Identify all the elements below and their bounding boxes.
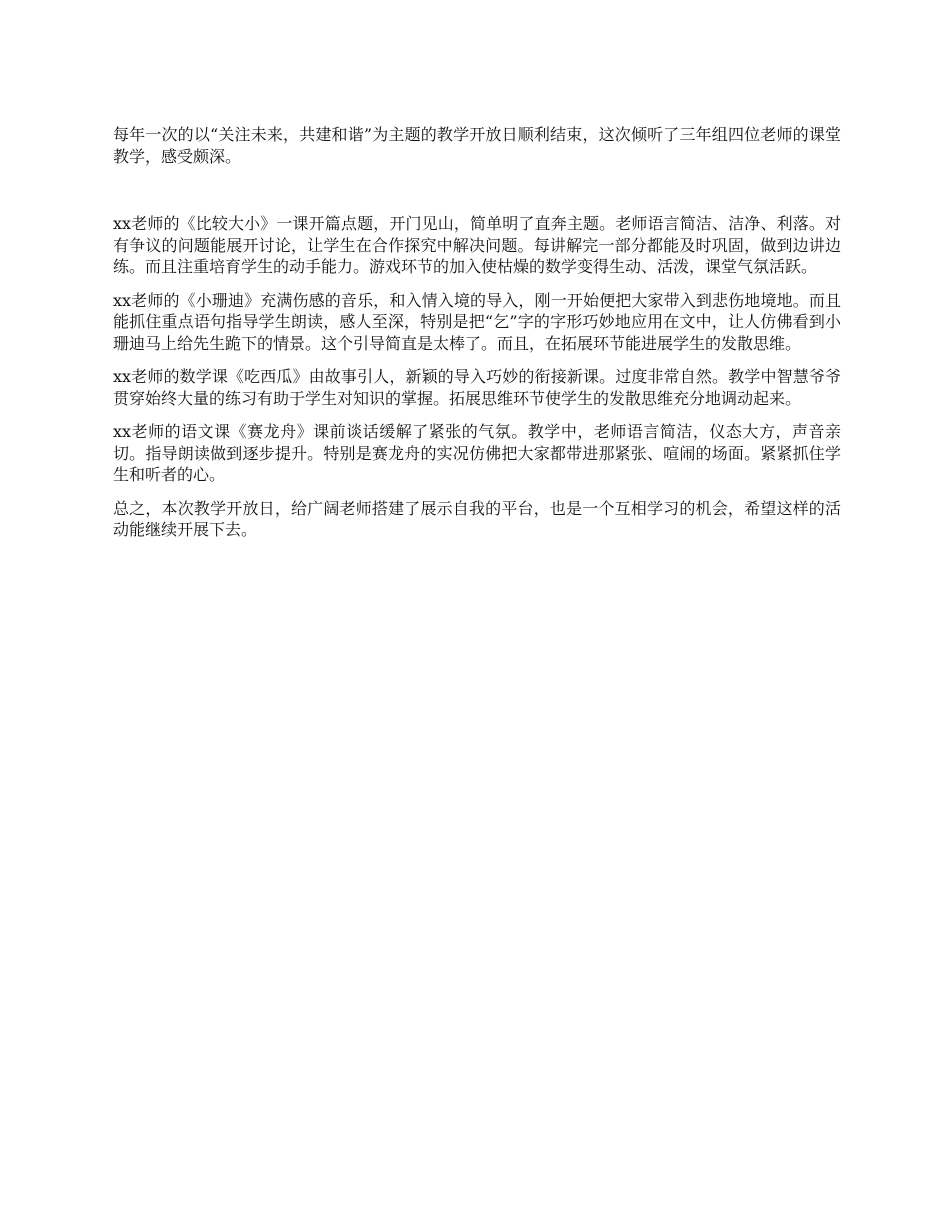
paragraph-conclusion: 总之，本次教学开放日，给广阔老师搭建了展示自我的平台，也是一个互相学习的机会，希望这样的活动能继续开展下去。 bbox=[113, 498, 841, 539]
paragraph-intro: 每年一次的以“关注未来，共建和谐”为主题的教学开放日顺利结束，这次倾听了三年组四位老师的课堂教学，感受颇深。 bbox=[113, 125, 841, 166]
paragraph-eat-watermelon: xx老师的数学课《吃西瓜》由故事引人，新颖的导入巧妙的衔接新课。过度非常自然。教学中智慧爷爷贯穿始终大量的练习有助于学生对知识的掌握。拓展思维环节使学生的发散思维充分地调动起来。 bbox=[113, 367, 841, 408]
paragraph-math-compare: xx老师的《比较大小》一课开篇点题，开门见山，简单明了直奔主题。老师语言简洁、洁净、利落。对有争议的问题能展开讨论，让学生在合作探究中解决问题。每讲解完一部分都能及时巩固，做到边讲边练。而且注重培育学生的动手能力。游戏环节的加入使枯燥的数学变得生动、活泼，课堂气氛活跃。 bbox=[113, 214, 841, 276]
document-body bbox=[113, 124, 841, 553]
paragraph-xiao-shandi: xx老师的《小珊迪》充满伤感的音乐，和入情入境的导入，刚一开始便把大家带入到悲伤地境地。而且能抓住重点语句指导学生朗读，感人至深，特别是把“乞”字的字形巧妙地应用在文中，让人仿佛看到小珊迪马上给先生跪下的情景。这个引导简直是太棒了。而且，在拓展环节能进展学生的发散思维。 bbox=[113, 290, 841, 353]
paragraph-dragon-boat: xx老师的语文课《赛龙舟》课前谈话缓解了紧张的气氛。教学中，老师语言简洁，仪态大方，声音亲切。指导朗读做到逐步提升。特别是赛龙舟的实况仿佛把大家都带进那紧张、喧闹的场面。紧紧抓住学生和听者的心。 bbox=[113, 422, 841, 484]
